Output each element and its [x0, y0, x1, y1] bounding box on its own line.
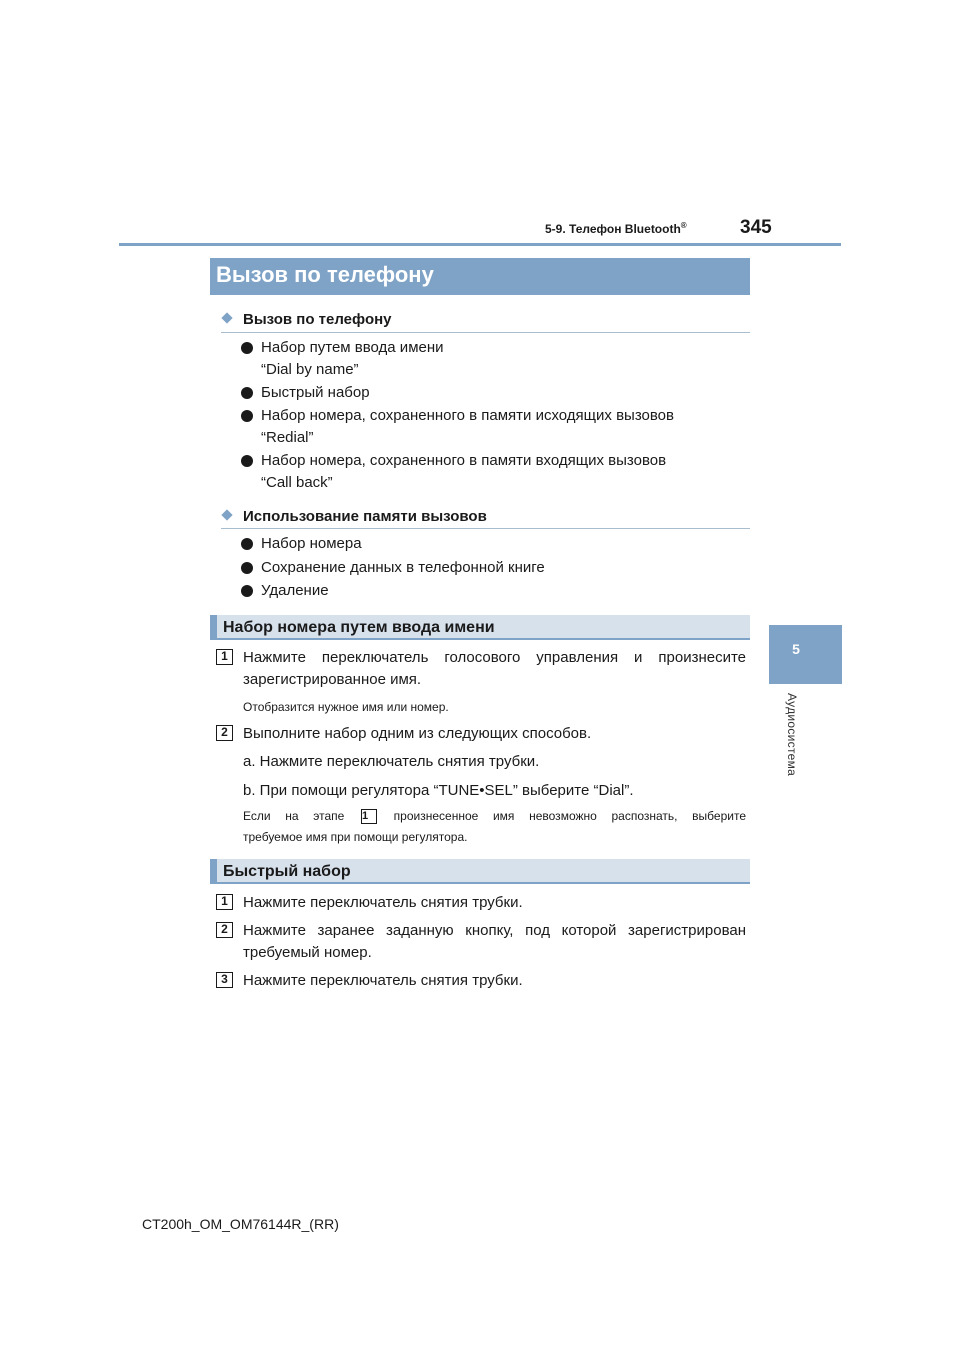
subheading-call: Вызов по телефону [243, 311, 392, 328]
step-text: Нажмите переключатель голосового управления и произнесите [243, 649, 746, 666]
bullet-icon [241, 387, 253, 399]
section-accent [210, 859, 217, 884]
section-accent [210, 615, 217, 640]
bullet-icon [241, 538, 253, 550]
page-number: 345 [740, 217, 772, 238]
bullet-icon [241, 562, 253, 574]
step-number-box: 2 [216, 725, 233, 741]
page-title: Вызов по телефону [216, 262, 434, 287]
step-option: a. Нажмите переключатель снятия трубки. [243, 753, 540, 770]
section-heading-speed-dial: Быстрый набор [223, 863, 351, 880]
note-text: произнесенное имя невозможно распознать, выберите [393, 809, 746, 823]
list-item-sub: “Call back” [261, 474, 333, 491]
step-text-continued: требуемый номер. [243, 944, 372, 961]
chapter-title: Аудиосистема [785, 693, 799, 777]
step-text: Нажмите переключатель снятия трубки. [243, 894, 523, 911]
list-item: Набор номера, сохраненного в памяти входящих вызовов [261, 452, 667, 469]
list-item: Сохранение данных в телефонной книге [261, 559, 545, 576]
bullet-icon [241, 585, 253, 597]
bullet-icon [241, 410, 253, 422]
step-number-box: 1 [216, 894, 233, 910]
header-rule [119, 243, 841, 246]
list-item: Удаление [261, 582, 329, 599]
step-text: Нажмите заранее заданную кнопку, под которой зарегистрирован [243, 922, 746, 939]
step-text: Выполните набор одним из следующих способов. [243, 725, 592, 742]
step-number-box: 1 [216, 649, 233, 665]
list-item: Быстрый набор [261, 384, 370, 401]
bullet-icon [241, 455, 253, 467]
step-number-box: 2 [216, 922, 233, 938]
step-note: Отобразится нужное имя или номер. [243, 700, 449, 714]
list-item: Набор номера [261, 535, 362, 552]
step-note-continued: требуемое имя при помощи регулятора. [243, 830, 468, 844]
bullet-icon [241, 342, 253, 354]
section-heading-dial-by-name: Набор номера путем ввода имени [223, 619, 495, 636]
document-code: CT200h_OM_OM76144R_(RR) [142, 1216, 339, 1232]
step-option: b. При помощи регулятора “TUNE•SEL” выберите “Dial”. [243, 782, 634, 799]
section-label: 5-9. Телефон Bluetooth® [545, 221, 687, 236]
subheading-memory: Использование памяти вызовов [243, 508, 487, 525]
list-item-sub: “Redial” [261, 429, 314, 446]
registered-mark: ® [680, 221, 687, 230]
step-text: Нажмите переключатель снятия трубки. [243, 972, 523, 989]
step-note [243, 809, 746, 824]
list-item: Набор путем ввода имени [261, 339, 444, 356]
list-item: Набор номера, сохраненного в памяти исходящих вызовов [261, 407, 674, 424]
list-item-sub: “Dial by name” [261, 361, 359, 378]
diamond-icon [221, 509, 232, 520]
note-text: Если на этапе [243, 809, 345, 823]
step-number-box: 3 [216, 972, 233, 988]
chapter-number: 5 [792, 641, 800, 657]
step-reference-box: 1 [361, 809, 377, 824]
step-text-continued: зарегистрированное имя. [243, 671, 422, 688]
subheading-rule [221, 528, 750, 529]
diamond-icon [221, 312, 232, 323]
subheading-rule [221, 332, 750, 333]
